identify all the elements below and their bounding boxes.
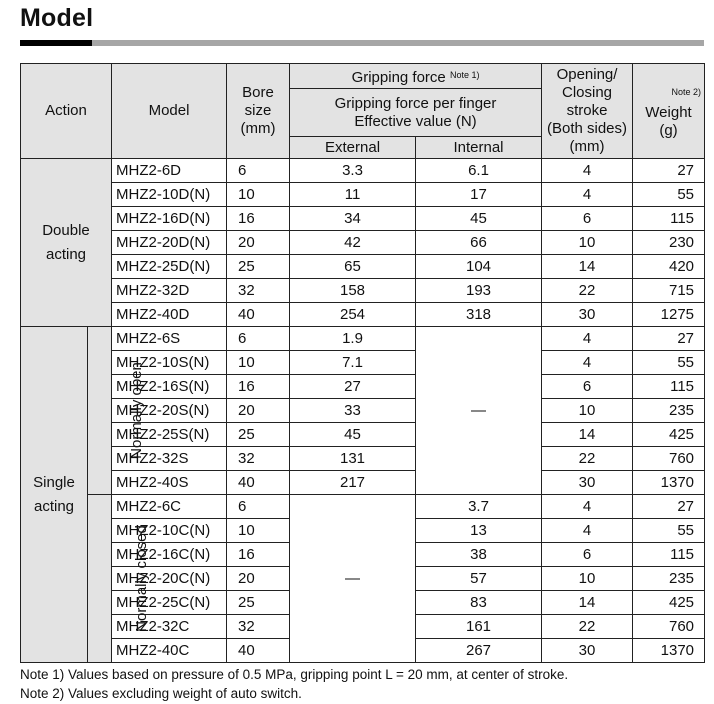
external-force-cell: 131 [290, 447, 416, 471]
table-row [21, 495, 705, 519]
footnotes [20, 665, 568, 703]
table-row [21, 303, 705, 327]
weight-cell: 55 [633, 519, 705, 543]
weight-cell: 115 [633, 543, 705, 567]
header-stroke [542, 64, 633, 159]
model-cell: MHZ2-40D [112, 303, 227, 327]
title-underline [20, 40, 704, 46]
header-stroke-line5: (mm) [569, 138, 605, 155]
table-row [21, 351, 705, 375]
internal-force-cell: 57 [416, 567, 542, 591]
stroke-cell: 30 [542, 471, 633, 495]
stroke-cell: 6 [542, 207, 633, 231]
stroke-cell: 14 [542, 255, 633, 279]
model-cell: MHZ2-6C [112, 495, 227, 519]
stroke-cell: 4 [542, 159, 633, 183]
stroke-cell: 22 [542, 615, 633, 639]
model-cell: MHZ2-25S(N) [112, 423, 227, 447]
page-title: Model [20, 4, 94, 32]
internal-force-cell: 83 [416, 591, 542, 615]
model-cell: MHZ2-16S(N) [112, 375, 227, 399]
model-cell: MHZ2-6D [112, 159, 227, 183]
header-bore [227, 64, 290, 159]
external-force-cell: 217 [290, 471, 416, 495]
internal-force-cell: 38 [416, 543, 542, 567]
bore-cell: 32 [227, 615, 290, 639]
bore-cell: 16 [227, 207, 290, 231]
model-cell: MHZ2-32C [112, 615, 227, 639]
table-row [21, 159, 705, 183]
internal-force-cell: 267 [416, 639, 542, 663]
group-double-acting: Double acting [21, 159, 112, 327]
table-row [21, 183, 705, 207]
weight-cell: 235 [633, 399, 705, 423]
header-stroke-line4: (Both sides) [546, 120, 628, 137]
group-single-acting: Single acting [21, 327, 88, 663]
stroke-cell: 4 [542, 327, 633, 351]
external-force-cell: 1.9 [290, 327, 416, 351]
internal-force-cell: 161 [416, 615, 542, 639]
weight-cell: 27 [633, 159, 705, 183]
internal-force-cell: 104 [416, 255, 542, 279]
bore-cell: 40 [227, 639, 290, 663]
header-weight-note: Note 2) [671, 86, 702, 97]
external-force-cell: 158 [290, 279, 416, 303]
weight-cell: 235 [633, 567, 705, 591]
model-spec-table [20, 63, 705, 663]
header-bore-line1: Bore [242, 84, 274, 101]
weight-cell: 760 [633, 447, 705, 471]
weight-cell: 27 [633, 327, 705, 351]
header-stroke-line1: Opening/ [556, 66, 618, 83]
table-row [21, 471, 705, 495]
header-weight [633, 64, 705, 159]
weight-cell: 27 [633, 495, 705, 519]
model-cell: MHZ2-20D(N) [112, 231, 227, 255]
weight-cell: 55 [633, 183, 705, 207]
bore-cell: 20 [227, 399, 290, 423]
model-cell: MHZ2-16C(N) [112, 543, 227, 567]
header-per-finger-line2: Effective value (N) [354, 112, 477, 130]
header-stroke-line3: stroke [566, 102, 608, 119]
model-cell: MHZ2-6S [112, 327, 227, 351]
subgroup-normally-open: Normally open [88, 327, 112, 495]
model-cell: MHZ2-10C(N) [112, 519, 227, 543]
model-cell: MHZ2-20S(N) [112, 399, 227, 423]
internal-force-cell: 13 [416, 519, 542, 543]
model-cell: MHZ2-20C(N) [112, 567, 227, 591]
model-cell: MHZ2-32D [112, 279, 227, 303]
stroke-cell: 14 [542, 591, 633, 615]
footnote-1: Note 1) Values based on pressure of 0.5 MPa, gripping point L = 20 mm, at center of stroke. [20, 667, 569, 682]
stroke-cell: 30 [542, 303, 633, 327]
bore-cell: 25 [227, 255, 290, 279]
external-force-cell: 45 [290, 423, 416, 447]
weight-cell: 1370 [633, 471, 705, 495]
weight-cell: 715 [633, 279, 705, 303]
bore-cell: 25 [227, 423, 290, 447]
bore-cell: 32 [227, 279, 290, 303]
bore-cell: 6 [227, 159, 290, 183]
header-gripping-force-note: Note 1) [449, 69, 480, 80]
table-row [21, 447, 705, 471]
header-model: Model [112, 64, 227, 159]
table-row [21, 399, 705, 423]
weight-cell: 760 [633, 615, 705, 639]
bore-cell: 10 [227, 519, 290, 543]
bore-cell: 16 [227, 543, 290, 567]
title-underline-accent [20, 40, 92, 46]
header-per-finger-line1: Gripping force per finger [334, 94, 497, 112]
table-row [21, 207, 705, 231]
header-gripping-force-label: Gripping force [351, 68, 446, 86]
external-force-not-applicable: — [290, 495, 416, 663]
weight-cell: 425 [633, 423, 705, 447]
internal-force-cell: 66 [416, 231, 542, 255]
stroke-cell: 10 [542, 231, 633, 255]
weight-cell: 55 [633, 351, 705, 375]
weight-cell: 1370 [633, 639, 705, 663]
external-force-cell: 33 [290, 399, 416, 423]
bore-cell: 32 [227, 447, 290, 471]
internal-force-cell: 17 [416, 183, 542, 207]
header-external: External [290, 137, 416, 159]
stroke-cell: 10 [542, 399, 633, 423]
stroke-cell: 10 [542, 567, 633, 591]
table-row [21, 279, 705, 303]
model-cell: MHZ2-25D(N) [112, 255, 227, 279]
header-action: Action [21, 64, 112, 159]
stroke-cell: 4 [542, 351, 633, 375]
model-cell: MHZ2-10D(N) [112, 183, 227, 207]
external-force-cell: 254 [290, 303, 416, 327]
weight-cell: 115 [633, 375, 705, 399]
weight-cell: 420 [633, 255, 705, 279]
stroke-cell: 22 [542, 279, 633, 303]
table-row [21, 255, 705, 279]
table-row [21, 375, 705, 399]
external-force-cell: 42 [290, 231, 416, 255]
header-gripping-force [290, 64, 542, 89]
external-force-cell: 27 [290, 375, 416, 399]
header-weight-line1: Weight [645, 103, 692, 121]
model-cell: MHZ2-10S(N) [112, 351, 227, 375]
bore-cell: 20 [227, 231, 290, 255]
footnote-2: Note 2) Values excluding weight of auto switch. [20, 686, 302, 701]
internal-force-cell: 45 [416, 207, 542, 231]
external-force-cell: 7.1 [290, 351, 416, 375]
bore-cell: 10 [227, 351, 290, 375]
stroke-cell: 6 [542, 375, 633, 399]
model-cell: MHZ2-25C(N) [112, 591, 227, 615]
header-bore-line2: size [244, 102, 272, 119]
model-cell: MHZ2-40S [112, 471, 227, 495]
external-force-cell: 65 [290, 255, 416, 279]
stroke-cell: 6 [542, 543, 633, 567]
model-cell: MHZ2-32S [112, 447, 227, 471]
table-header [21, 64, 705, 159]
bore-cell: 6 [227, 495, 290, 519]
internal-force-cell: 318 [416, 303, 542, 327]
bore-cell: 16 [227, 375, 290, 399]
subgroup-normally-closed: Normally closed [88, 495, 112, 663]
external-force-cell: 11 [290, 183, 416, 207]
stroke-cell: 4 [542, 183, 633, 207]
stroke-cell: 22 [542, 447, 633, 471]
bore-cell: 25 [227, 591, 290, 615]
internal-force-not-applicable: — [416, 327, 542, 495]
header-per-finger [290, 89, 542, 137]
internal-force-cell: 3.7 [416, 495, 542, 519]
internal-force-cell: 193 [416, 279, 542, 303]
model-cell: MHZ2-16D(N) [112, 207, 227, 231]
header-stroke-line2: Closing [562, 84, 613, 101]
model-cell: MHZ2-40C [112, 639, 227, 663]
internal-force-cell: 6.1 [416, 159, 542, 183]
table-row [21, 327, 705, 351]
header-internal: Internal [416, 137, 542, 159]
external-force-cell: 34 [290, 207, 416, 231]
stroke-cell: 30 [542, 639, 633, 663]
stroke-cell: 4 [542, 519, 633, 543]
weight-cell: 115 [633, 207, 705, 231]
table-row [21, 231, 705, 255]
bore-cell: 6 [227, 327, 290, 351]
bore-cell: 40 [227, 471, 290, 495]
stroke-cell: 14 [542, 423, 633, 447]
header-bore-line3: (mm) [240, 120, 276, 137]
weight-cell: 425 [633, 591, 705, 615]
weight-cell: 230 [633, 231, 705, 255]
table-row [21, 423, 705, 447]
stroke-cell: 4 [542, 495, 633, 519]
bore-cell: 20 [227, 567, 290, 591]
weight-cell: 1275 [633, 303, 705, 327]
bore-cell: 10 [227, 183, 290, 207]
header-weight-line2: (g) [659, 121, 678, 139]
bore-cell: 40 [227, 303, 290, 327]
external-force-cell: 3.3 [290, 159, 416, 183]
